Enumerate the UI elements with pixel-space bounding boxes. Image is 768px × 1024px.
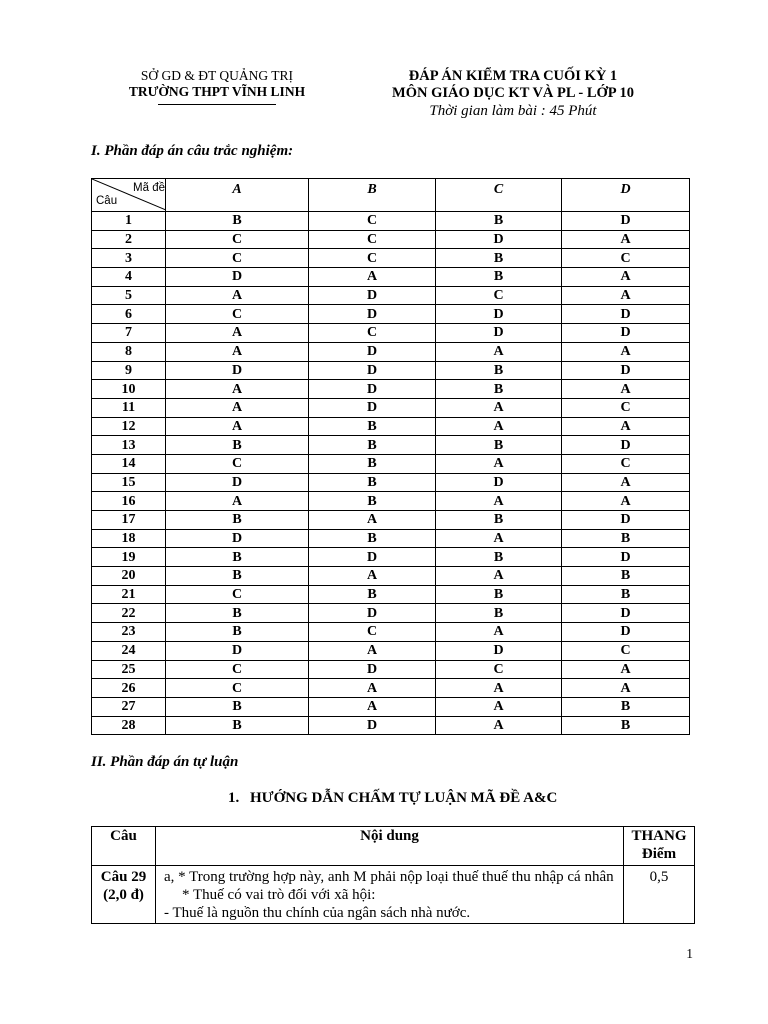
answer-cell: D [166,361,309,380]
answer-cell: D [562,548,690,567]
answer-cell: D [309,398,436,417]
answer-cell: B [166,716,309,735]
answer-cell: A [309,511,436,530]
answer-cell: B [309,436,436,455]
answer-row [92,212,690,231]
answer-cell: A [166,342,309,361]
question-number-cell: 15 [92,473,166,492]
answer-row [92,268,690,287]
answer-cell: D [436,641,562,660]
code-header-d: D [562,179,690,212]
section1-heading: I. Phần đáp án câu trắc nghiệm: [91,143,294,159]
answer-cell: A [309,679,436,698]
question-number-cell: 23 [92,623,166,642]
question-29-label: Câu 29 [100,869,147,885]
answer-cell: D [166,641,309,660]
answer-cell: A [309,268,436,287]
answer-cell: C [166,454,309,473]
essay-col-content: Nội dung [156,827,624,866]
answer-cell: B [166,604,309,623]
answer-cell: B [166,511,309,530]
answer-cell: C [436,286,562,305]
answer-line-3: - Thuế là nguồn thu chính của ngân sách nhà nước. [164,905,471,921]
answer-key-header-row [92,179,690,212]
answer-cell: A [436,454,562,473]
question-number-cell: 20 [92,567,166,586]
answer-cell: A [436,398,562,417]
answer-cell: A [436,697,562,716]
answer-cell: C [309,212,436,231]
answer-cell: D [309,548,436,567]
question-number-cell: 19 [92,548,166,567]
answer-cell: C [309,324,436,343]
answer-row [92,249,690,268]
answer-row [92,529,690,548]
answer-cell: A [309,697,436,716]
answer-cell: B [436,212,562,231]
section2-heading: II. Phần đáp án tự luận [91,754,239,770]
answer-row [92,548,690,567]
corner-question-label: Câu [96,195,118,207]
answer-cell: A [166,398,309,417]
question-number-cell: 26 [92,679,166,698]
answer-cell: B [166,436,309,455]
school-name: TRƯỜNG THPT VĨNH LINH [128,84,306,99]
question-number-cell: 24 [92,641,166,660]
answer-cell: B [309,492,436,511]
question-number-cell: 11 [92,398,166,417]
answer-cell: A [436,529,562,548]
answer-row [92,361,690,380]
answer-cell: C [166,305,309,324]
corner-cell [92,179,166,212]
answer-row [92,417,690,436]
answer-key-body [92,212,690,735]
page-number: 1 [686,946,693,961]
answer-row [92,305,690,324]
answer-row [92,567,690,586]
essay-col-score-line2: Điểm [641,846,677,862]
school-header [92,68,342,105]
answer-cell: C [562,249,690,268]
answer-cell: D [436,324,562,343]
answer-cell: D [309,305,436,324]
answer-row [92,492,690,511]
answer-cell: D [309,604,436,623]
answer-cell: C [166,249,309,268]
question-number-cell: 22 [92,604,166,623]
answer-cell: B [166,697,309,716]
question-number-cell: 2 [92,230,166,249]
answer-cell: C [166,585,309,604]
answer-cell: A [562,268,690,287]
answer-row [92,230,690,249]
answer-cell: D [166,473,309,492]
answer-cell: A [166,417,309,436]
question-number-cell: 27 [92,697,166,716]
answer-row [92,454,690,473]
answer-cell: D [562,305,690,324]
answer-row [92,660,690,679]
answer-cell: B [562,567,690,586]
answer-cell: A [166,380,309,399]
header-underline [158,104,276,105]
answer-cell: B [562,716,690,735]
answer-cell: B [436,249,562,268]
answer-cell: B [436,585,562,604]
question-number-cell: 6 [92,305,166,324]
answer-cell: B [309,529,436,548]
question-29-points: (2,0 đ) [103,887,144,903]
answer-cell: B [436,268,562,287]
answer-cell: C [562,641,690,660]
question-number-cell: 1 [92,212,166,231]
answer-cell: D [562,212,690,231]
question-number-cell: 4 [92,268,166,287]
question-number-cell: 3 [92,249,166,268]
question-number-cell: 16 [92,492,166,511]
answer-cell: A [562,230,690,249]
code-header-a: A [166,179,309,212]
answer-cell: C [436,660,562,679]
answer-cell: B [436,548,562,567]
question-number-cell: 28 [92,716,166,735]
exam-duration: Thời gian làm bài : 45 Phút [429,103,597,119]
answer-cell: D [166,268,309,287]
answer-cell: B [166,567,309,586]
answer-cell: C [309,623,436,642]
answer-cell: C [309,230,436,249]
answer-cell: A [309,641,436,660]
answer-cell: A [436,492,562,511]
essay-col-question: Câu [92,827,156,866]
answer-cell: B [309,585,436,604]
answer-cell: D [562,623,690,642]
department-name: SỞ GD & ĐT QUẢNG TRỊ [140,68,294,83]
question-number-cell: 25 [92,660,166,679]
answer-cell: B [436,604,562,623]
answer-cell: A [436,417,562,436]
answer-cell: A [562,380,690,399]
answer-cell: A [436,679,562,698]
answer-row [92,324,690,343]
question-number-cell: 9 [92,361,166,380]
question-number-cell: 7 [92,324,166,343]
answer-cell: A [436,623,562,642]
answer-cell: C [562,398,690,417]
answer-cell: C [309,249,436,268]
essay-grading-table [91,826,695,924]
answer-row [92,380,690,399]
answer-cell: A [436,342,562,361]
answer-cell: A [562,492,690,511]
answer-cell: D [309,342,436,361]
answer-cell: A [166,492,309,511]
answer-row [92,716,690,735]
essay-subheading-number: 1. [228,790,240,806]
answer-row [92,679,690,698]
question-number-cell: 14 [92,454,166,473]
answer-cell: B [309,473,436,492]
answer-cell: D [562,436,690,455]
answer-cell: A [436,567,562,586]
answer-cell: D [309,361,436,380]
essay-row-29 [92,866,695,924]
answer-cell: A [562,660,690,679]
code-header-b: B [309,179,436,212]
answer-cell: A [309,567,436,586]
answer-cell: B [309,454,436,473]
answer-line-2: * Thuế có vai trò đối với xã hội: [182,887,376,903]
answer-cell: D [436,305,562,324]
answer-cell: D [436,473,562,492]
essay-header-row [92,827,695,866]
answer-cell: A [562,286,690,305]
answer-cell: D [309,660,436,679]
essay-col-score [624,827,695,866]
answer-cell: A [166,286,309,305]
question-29-content [156,866,624,924]
answer-cell: B [166,623,309,642]
answer-cell: C [166,660,309,679]
answer-cell: D [562,604,690,623]
answer-row [92,585,690,604]
answer-cell: D [562,324,690,343]
exam-title: ĐÁP ÁN KIỂM TRA CUỐI KỲ 1 [408,68,618,84]
answer-cell: D [562,511,690,530]
answer-cell: B [562,529,690,548]
corner-code-label: Mã đề [133,182,165,194]
question-29-cell [92,866,156,924]
question-number-cell: 21 [92,585,166,604]
answer-cell: A [562,417,690,436]
answer-cell: B [562,697,690,716]
answer-row [92,641,690,660]
answer-row [92,398,690,417]
essay-subheading [228,790,557,807]
question-number-cell: 18 [92,529,166,548]
answer-cell: A [166,324,309,343]
answer-row [92,473,690,492]
answer-row [92,697,690,716]
subject-title: MÔN GIÁO DỤC KT VÀ PL - LỚP 10 [392,85,634,101]
essay-subheading-text: HƯỚNG DẪN CHẤM TỰ LUẬN MÃ ĐỀ A&C [250,790,558,806]
question-number-cell: 8 [92,342,166,361]
question-number-cell: 10 [92,380,166,399]
code-header-c: C [436,179,562,212]
answer-cell: B [562,585,690,604]
answer-cell: C [166,230,309,249]
question-number-cell: 17 [92,511,166,530]
answer-cell: B [436,511,562,530]
question-number-cell: 13 [92,436,166,455]
answer-cell: D [562,361,690,380]
answer-cell: D [309,286,436,305]
answer-line-1: a, * Trong trường hợp này, anh M phải nộp loại thuế thuế thu nhập cá nhân [164,869,614,885]
answer-row [92,342,690,361]
answer-cell: B [436,436,562,455]
answer-cell: C [166,679,309,698]
question-29-score: 0,5 [624,866,695,924]
answer-row [92,436,690,455]
answer-key-table [91,178,690,735]
answer-cell: A [562,342,690,361]
question-number-cell: 12 [92,417,166,436]
answer-cell: B [436,361,562,380]
answer-cell: B [166,548,309,567]
answer-row [92,604,690,623]
answer-cell: D [309,716,436,735]
answer-cell: D [166,529,309,548]
answer-cell: A [436,716,562,735]
answer-row [92,623,690,642]
essay-col-score-line1: THANG [631,828,687,844]
answer-cell: A [562,473,690,492]
answer-cell: D [436,230,562,249]
answer-cell: B [166,212,309,231]
answer-cell: B [309,417,436,436]
answer-row [92,286,690,305]
answer-cell: B [436,380,562,399]
question-number-cell: 5 [92,286,166,305]
exam-title-block [368,68,658,120]
answer-cell: A [562,679,690,698]
answer-row [92,511,690,530]
answer-cell: D [309,380,436,399]
answer-cell: C [562,454,690,473]
